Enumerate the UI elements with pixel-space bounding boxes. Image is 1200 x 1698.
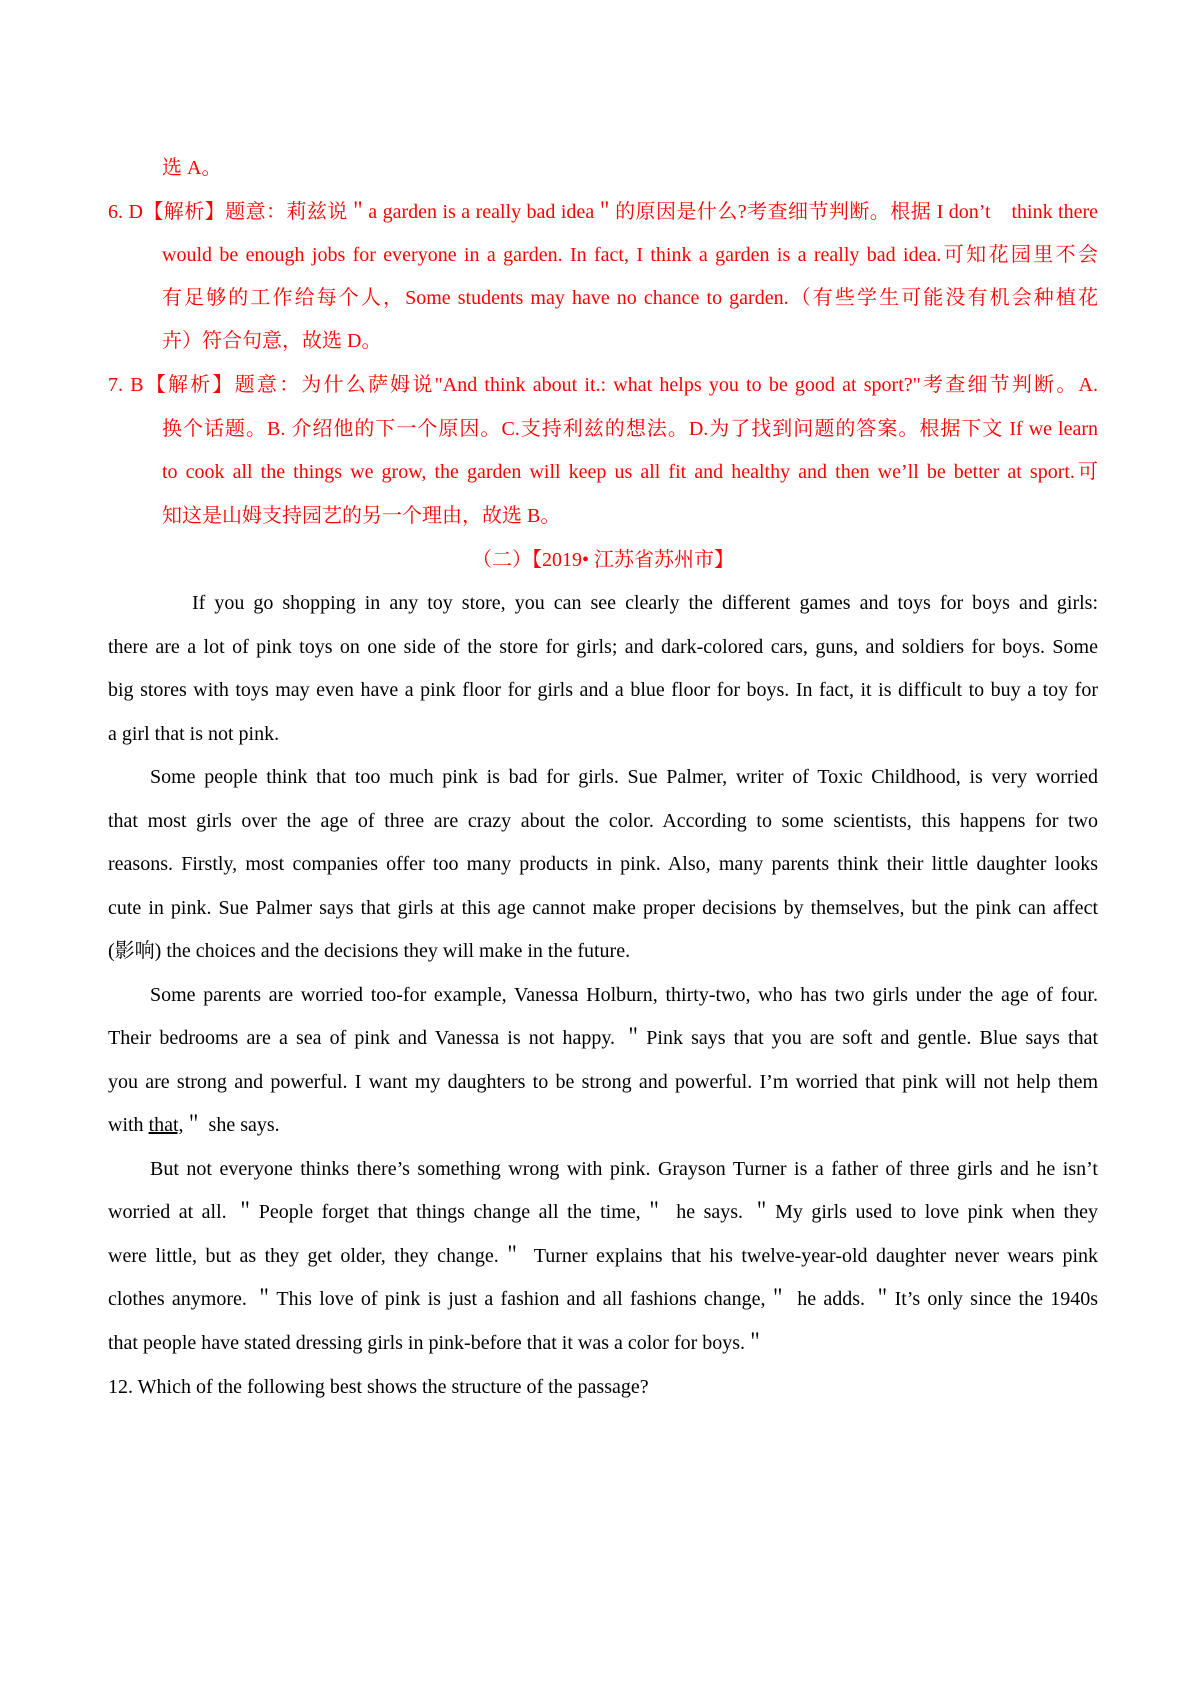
- p3-last-post: ＂ she says.: [183, 1114, 280, 1136]
- passage-p4-line-5: that people have stated dressing girls in pink-before that it was a color for boys.＂: [108, 1332, 766, 1354]
- passage-p1-line-3: big stores with toys may even have a pink floor for girls and a blue floor for boys. In fact, it is difficult to buy a toy for: [108, 679, 1098, 701]
- passage-p1-line-4: a girl that is not pink.: [108, 723, 280, 745]
- passage-p2-line-2: that most girls over the age of three are crazy about the color. According to some scientists, this happens for two: [108, 810, 1098, 832]
- answer-line: 选 A。: [162, 157, 222, 179]
- passage-p2-line-3: reasons. Firstly, most companies offer too many products in pink. Also, many parents think their little daughter looks: [108, 853, 1098, 875]
- passage-p1-line-2: there are a lot of pink toys on one side of the store for girls; and dark-colored cars, guns, and soldiers for boys. Some: [108, 636, 1098, 658]
- question-12: 12. Which of the following best shows the structure of the passage?: [108, 1376, 649, 1398]
- answer-6-line-3: 有足够的工作给每个人，Some students may have no chance to garden.（有些学生可能没有机会种植花: [162, 287, 1098, 309]
- passage-p3-line-3: you are strong and powerful. I want my daughters to be strong and powerful. I’m worried that pink will not help them: [108, 1071, 1098, 1093]
- passage-p1-line-1: If you go shopping in any toy store, you can see clearly the different games and toys for boys and girls:: [192, 592, 1098, 614]
- passage-p4-line-1: But not everyone thinks there’s something wrong with pink. Grayson Turner is a father of three girls and he isn’t: [150, 1158, 1098, 1180]
- answer-6-line-4: 卉）符合句意，故选 D。: [162, 330, 382, 352]
- passage-p2-line-1: Some people think that too much pink is bad for girls. Sue Palmer, writer of Toxic Childhood, is very worried: [150, 766, 1098, 788]
- passage-p3-line-4: [108, 1110, 1098, 1140]
- passage-p3-line-2: Their bedrooms are a sea of pink and Vanessa is not happy. ＂Pink says that you are soft and gentle. Blue says that: [108, 1027, 1098, 1049]
- passage-p3-line-1: Some parents are worried too-for example, Vanessa Holburn, thirty-two, who has two girls under the age of four.: [150, 984, 1098, 1006]
- passage-p4-line-3: were little, but as they get older, they change.＂ Turner explains that his twelve-year-old daughter never wears pink: [108, 1245, 1098, 1267]
- passage-p2-line-4: cute in pink. Sue Palmer says that girls at this age cannot make proper decisions by themselves, but the pink can affect: [108, 897, 1098, 919]
- answer-7-line-2: 换个话题。B. 介绍他的下一个原因。C.支持利兹的想法。D.为了找到问题的答案。根据下文 If we learn: [162, 418, 1098, 440]
- p3-last-pre: with: [108, 1114, 149, 1136]
- passage-p2-line-5: (影响) the choices and the decisions they will make in the future.: [108, 940, 631, 962]
- answer-7-line-1: 7. B【解析】题意：为什么萨姆说"And think about it.: what helps you to be good at sport?"考查细节判断。A.: [108, 374, 1098, 396]
- passage-p4-line-4: clothes anymore. ＂This love of pink is just a fashion and all fashions change,＂ he adds. ＂It’s only since the 1940s: [108, 1288, 1098, 1310]
- answer-7-line-4: 知这是山姆支持园艺的另一个理由，故选 B。: [162, 505, 561, 527]
- answer-6-line-1: 6. D【解析】题意：莉兹说＂a garden is a really bad idea＂的原因是什么?考查细节判断。根据 I don’t think there: [108, 201, 1098, 223]
- answer-6-line-2: would be enough jobs for everyone in a garden. In fact, I think a garden is a really bad idea.可知花园里不会: [162, 244, 1098, 266]
- section-title: （二）【2019• 江苏省苏州市】: [471, 549, 734, 571]
- answer-7-line-3: to cook all the things we grow, the garden will keep us all fit and healthy and then we’ll be better at sport.可: [162, 461, 1098, 483]
- passage-p4-line-2: worried at all. ＂People forget that things change all the time,＂ he says. ＂My girls used to love pink when they: [108, 1201, 1098, 1223]
- underlined-word: that,: [148, 1114, 184, 1136]
